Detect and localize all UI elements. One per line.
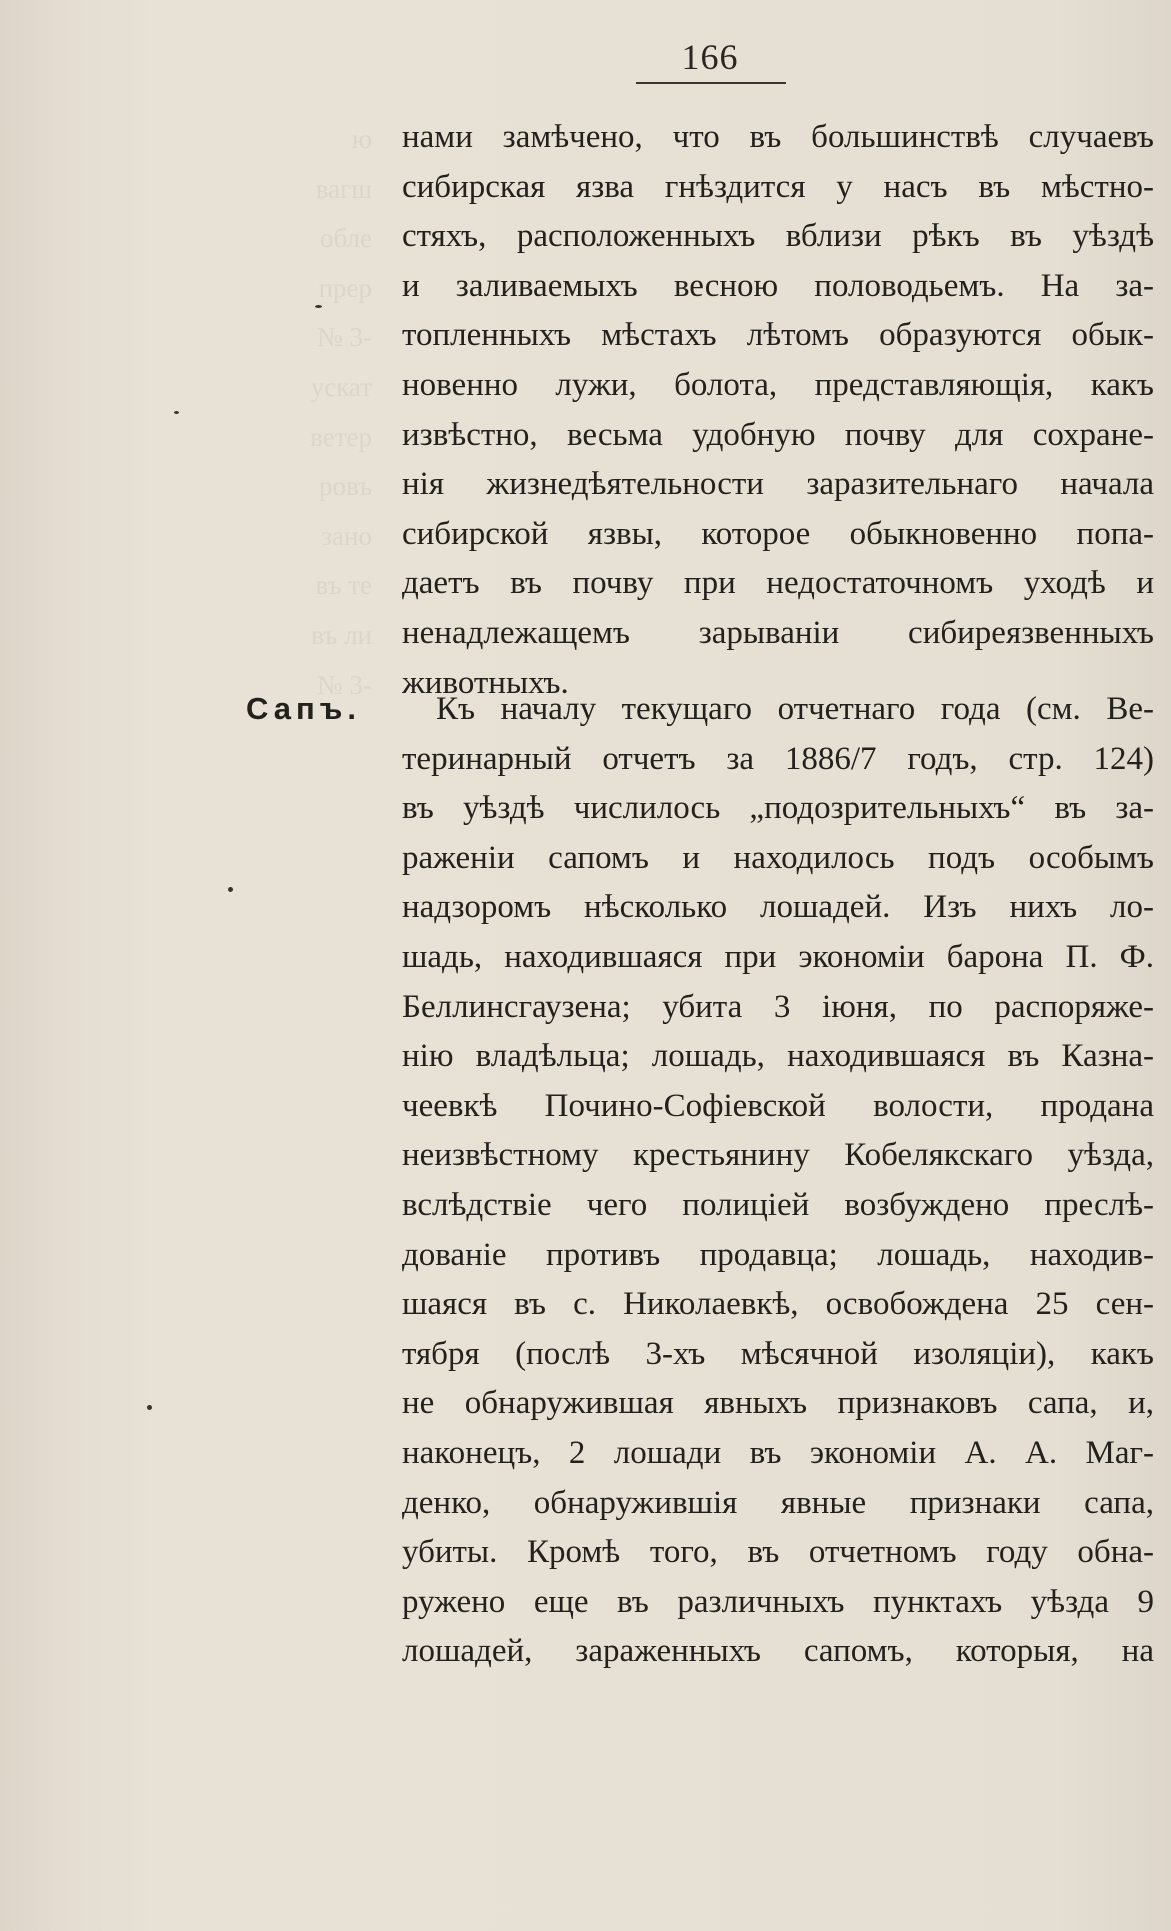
text-line: теринарный отчетъ за 1886/7 годъ, стр. 124) — [402, 740, 1154, 777]
text-line: топленныхъ мѣстахъ лѣтомъ образуются обык- — [402, 317, 1154, 354]
paragraph-anthrax-continuation — [402, 113, 1154, 708]
text-line: дованіе противъ продавца; лошадь, находив- — [402, 1236, 1154, 1273]
text-line: сибирская язва гнѣздится у насъ въ мѣстно- — [402, 168, 1154, 205]
text-line: раженіи сапомъ и находилось подъ особымъ — [402, 839, 1154, 876]
text-line: нія жизнедѣятельности заразительнаго начала — [402, 466, 1154, 503]
text-line: убиты. Кромѣ того, въ отчетномъ году обна- — [402, 1534, 1154, 1571]
text-line: новенно лужи, болота, представляющія, какъ — [402, 366, 1154, 403]
show-through-bleed: ю вагш обле прер № 3- ускат ветер ровъ зано въ те въ ли № 3- — [310, 124, 372, 700]
margin-heading-glanders: Сапъ. — [246, 691, 361, 726]
text-line: животныхъ. — [402, 664, 569, 701]
text-line: надзоромъ нѣсколько лошадей. Изъ нихъ ло- — [402, 889, 1154, 926]
text-line: нію владѣльца; лошадь, находившаяся въ Казна- — [402, 1038, 1154, 1075]
text-line: неизвѣстному крестьянину Кобелякскаго уѣзда, — [402, 1137, 1154, 1174]
text-line: Беллинсгаузена; убита 3 іюня, по распоряже- — [402, 988, 1154, 1025]
text-line: чеевкѣ Почино-Софіевской волости, продана — [402, 1087, 1154, 1124]
text-line: шадь, находившаяся при экономіи барона П. Ф. — [402, 938, 1154, 975]
speck — [315, 305, 322, 308]
text-line: наконецъ, 2 лошади въ экономіи А. А. Маг- — [402, 1434, 1154, 1471]
text-line: денко, обнаружившія явные признаки сапа, — [402, 1484, 1154, 1521]
text-line: даетъ въ почву при недостаточномъ уходѣ и — [402, 565, 1154, 602]
page-number: 166 — [681, 37, 739, 77]
speck — [228, 887, 233, 892]
text-line: сибирской язвы, которое обыкновенно попа- — [402, 515, 1154, 552]
text-line: шаяся въ с. Николаевкѣ, освобождена 25 сен- — [402, 1286, 1154, 1323]
text-line: извѣстно, весьма удобную почву для сохране- — [402, 416, 1154, 453]
text-line: стяхъ, расположенныхъ вблизи рѣкъ въ уѣздѣ — [402, 218, 1154, 255]
text-line: Къ началу текущаго отчетнаго года (см. Ве- — [436, 691, 1154, 727]
text-line: не обнаружившая явныхъ признаковъ сапа, и, — [402, 1385, 1154, 1422]
header-rule — [636, 82, 786, 84]
text-line: тября (послѣ 3-хъ мѣсячной изоляціи), какъ — [402, 1335, 1154, 1372]
speck — [174, 411, 179, 414]
speck — [147, 1405, 152, 1410]
text-line: вслѣдствіе чего полиціей возбуждено преслѣ- — [402, 1186, 1154, 1223]
paragraph-glanders — [402, 685, 1154, 1677]
text-line: въ уѣздѣ числилось „подозрительныхъ“ въ за- — [402, 790, 1154, 827]
text-line: ненадлежащемъ зарываніи сибиреязвенныхъ — [402, 614, 1154, 651]
text-line: нами замѣчено, что въ большинствѣ случаевъ — [402, 119, 1154, 155]
text-line: лошадей, зараженныхъ сапомъ, которыя, на — [402, 1633, 1154, 1670]
text-line: и заливаемыхъ весною половодьемъ. На за- — [402, 267, 1154, 304]
text-line: ружено еще въ различныхъ пунктахъ уѣзда 9 — [402, 1583, 1154, 1620]
